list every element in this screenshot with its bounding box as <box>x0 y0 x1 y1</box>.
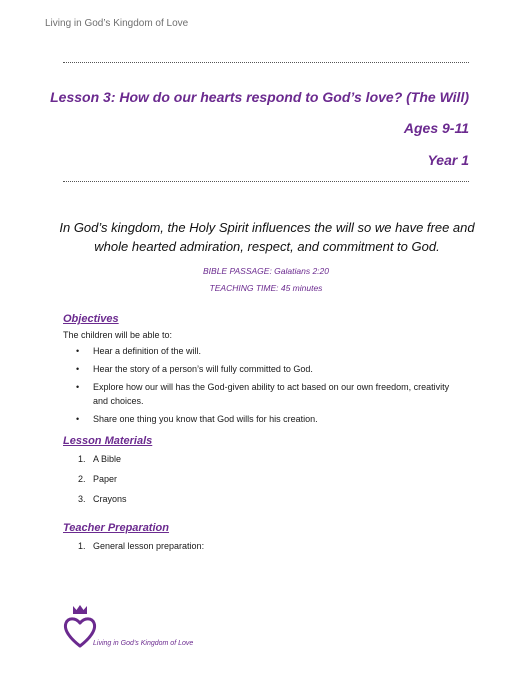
bullet-icon: • <box>76 382 80 392</box>
objective-text: Hear the story of a person’s will fully committed to God. <box>93 364 313 374</box>
intro-quote: In God’s kingdom, the Holy Spirit influences the will so we have free and whole hearted admiration, respect, and commitment to God. <box>59 220 475 254</box>
objectives-list <box>63 344 463 430</box>
year-label: Year 1 <box>427 152 469 168</box>
bible-passage: BIBLE PASSAGE: Galatians 2:20 <box>203 266 329 276</box>
materials-list <box>63 452 127 512</box>
list-item <box>63 472 127 486</box>
list-item <box>63 362 463 376</box>
list-item <box>63 412 463 426</box>
objectives-heading: Objectives <box>63 313 119 325</box>
list-number: 1. <box>78 541 86 551</box>
ages-label: Ages 9-11 <box>403 120 469 136</box>
objective-text: Explore how our will has the God-given ability to act based on our own freedom, creativity and choices. <box>93 382 450 406</box>
running-header: Living in God’s Kingdom of Love <box>45 18 189 29</box>
materials-heading: Lesson Materials <box>63 435 153 447</box>
objective-text: Hear a definition of the will. <box>93 346 202 356</box>
list-item <box>63 380 463 408</box>
preparation-list <box>63 539 204 559</box>
crown-heart-logo <box>63 602 97 648</box>
list-item <box>63 344 463 358</box>
list-number: 2. <box>78 474 86 484</box>
material-text: A Bible <box>93 454 122 464</box>
list-item <box>63 492 127 506</box>
objectives-intro: The children will be able to: <box>63 330 173 340</box>
material-text: Crayons <box>93 494 127 504</box>
preparation-text: General lesson preparation: <box>93 541 205 551</box>
material-text: Paper <box>93 474 118 484</box>
bullet-icon: • <box>76 364 80 374</box>
teaching-time: TEACHING TIME: 45 minutes <box>209 283 323 293</box>
list-number: 1. <box>78 454 86 464</box>
objective-text: Share one thing you know that God wills for his creation. <box>93 414 318 424</box>
footer-text: Living in God’s Kingdom of Love <box>93 640 194 647</box>
bullet-icon: • <box>76 346 80 356</box>
list-number: 3. <box>78 494 86 504</box>
top-divider <box>63 62 469 63</box>
bullet-icon: • <box>76 414 80 424</box>
bottom-divider <box>63 181 469 182</box>
list-item <box>63 539 204 553</box>
preparation-heading: Teacher Preparation <box>63 522 169 534</box>
list-item <box>63 452 127 466</box>
lesson-title: Lesson 3: How do our hearts respond to God’s love? (The Will) <box>50 89 469 105</box>
